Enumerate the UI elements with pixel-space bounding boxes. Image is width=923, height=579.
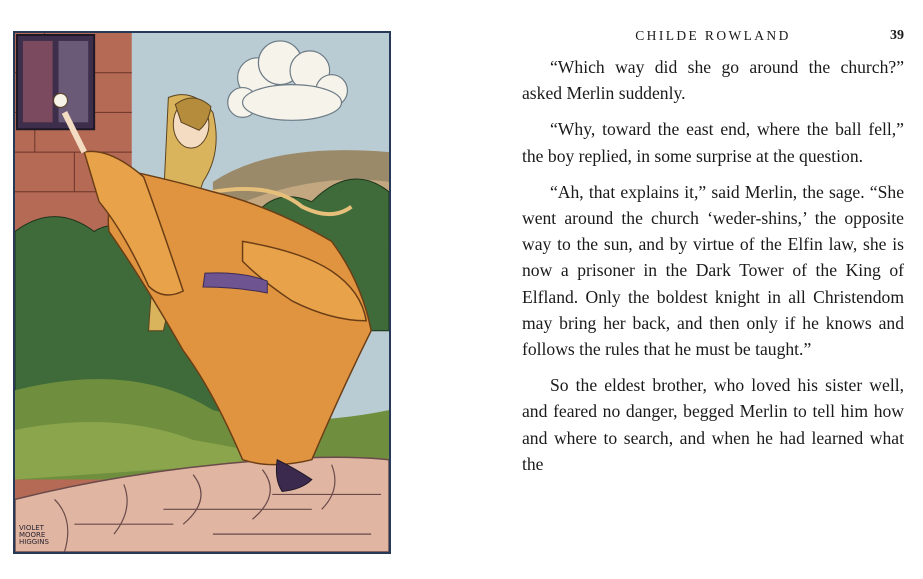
illustration-plate <box>13 31 391 554</box>
illustration-image <box>15 33 389 552</box>
artist-signature: VIOLET MOORE HIGGINS <box>19 524 49 546</box>
paragraph: “Which way did she go around the church?” asked Merlin suddenly. <box>522 57 904 104</box>
paragraph: “Ah, that explains it,” said Merlin, the sage. “She went around the church ‘weder-shins,’ the opposite way to the sun, and by virtue of the Elfin law, she is now a prisoner in the Dark Tower of the King of Elfland. Only the boldest knight in all Christendom may bring her back, and then only if he knows and follows the rules that he must be taught.” <box>522 181 904 360</box>
page-number: 39 <box>890 28 904 43</box>
running-title: CHILDE ROWLAND <box>635 28 791 43</box>
paragraph: So the eldest brother, who loved his sister well, and feared no danger, begged Merlin to tell him how and where to search, and when he had learned what the <box>522 375 904 474</box>
paragraph: “Why, toward the east end, where the ball fell,” the boy replied, in some surprise at the question. <box>522 119 904 166</box>
running-head <box>522 28 904 48</box>
text-page <box>522 28 904 558</box>
